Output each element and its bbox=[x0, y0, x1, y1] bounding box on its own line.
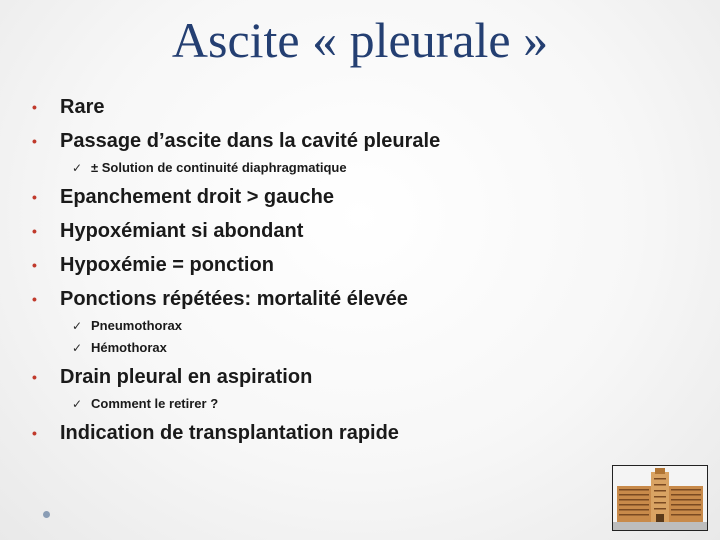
checkmark-icon: ✓ bbox=[72, 161, 83, 175]
bullet-text: Hypoxémie = ponction bbox=[60, 254, 274, 276]
bullet-item bbox=[30, 214, 670, 248]
bullet-dot-icon: • bbox=[32, 369, 37, 385]
bullet-text: Epanchement droit > gauche bbox=[60, 186, 334, 208]
sub-bullet-text: Pneumothorax bbox=[91, 318, 183, 333]
bullet-item bbox=[30, 90, 670, 124]
bullet-text: Passage d’ascite dans la cavité pleurale bbox=[60, 130, 441, 152]
sub-bullet-item bbox=[30, 316, 670, 338]
bullet-dot-icon: • bbox=[32, 425, 37, 441]
bullet-list bbox=[30, 90, 670, 450]
bullet-dot-icon: • bbox=[32, 223, 37, 239]
checkmark-icon: ✓ bbox=[72, 397, 83, 411]
bullet-item bbox=[30, 360, 670, 394]
sub-bullet-text: Hémothorax bbox=[91, 340, 167, 355]
bullet-text: Indication de transplantation rapide bbox=[60, 422, 399, 444]
bullet-text: Ponctions répétées: mortalité élevée bbox=[60, 288, 408, 310]
bullet-dot-icon: • bbox=[32, 99, 37, 115]
bullet-dot-icon: • bbox=[32, 291, 37, 307]
sub-bullet-text: ± Solution de continuité diaphragmatique bbox=[91, 160, 347, 175]
hospital-building-image bbox=[612, 465, 708, 531]
bullet-item bbox=[30, 248, 670, 282]
bullet-dot-icon: • bbox=[32, 189, 37, 205]
sub-bullet-text: Comment le retirer ? bbox=[91, 396, 219, 411]
slide-title: Ascite « pleurale » bbox=[171, 12, 549, 68]
bullet-text: Rare bbox=[60, 96, 105, 118]
footer-dot-icon bbox=[43, 511, 50, 518]
checkmark-icon: ✓ bbox=[72, 341, 83, 355]
bullet-text: Hypoxémiant si abondant bbox=[60, 220, 304, 242]
bullet-item bbox=[30, 124, 670, 158]
bullet-dot-icon: • bbox=[32, 133, 37, 149]
sub-bullet-item bbox=[30, 338, 670, 360]
sub-bullet-item bbox=[30, 394, 670, 416]
hospital-building-icon bbox=[613, 466, 707, 530]
bullet-dot-icon: • bbox=[32, 257, 37, 273]
sub-bullet-item bbox=[30, 158, 670, 180]
bullet-item bbox=[30, 282, 670, 316]
bullet-item bbox=[30, 180, 670, 214]
bullet-text: Drain pleural en aspiration bbox=[60, 366, 313, 388]
bullet-item bbox=[30, 416, 670, 450]
checkmark-icon: ✓ bbox=[72, 319, 83, 333]
